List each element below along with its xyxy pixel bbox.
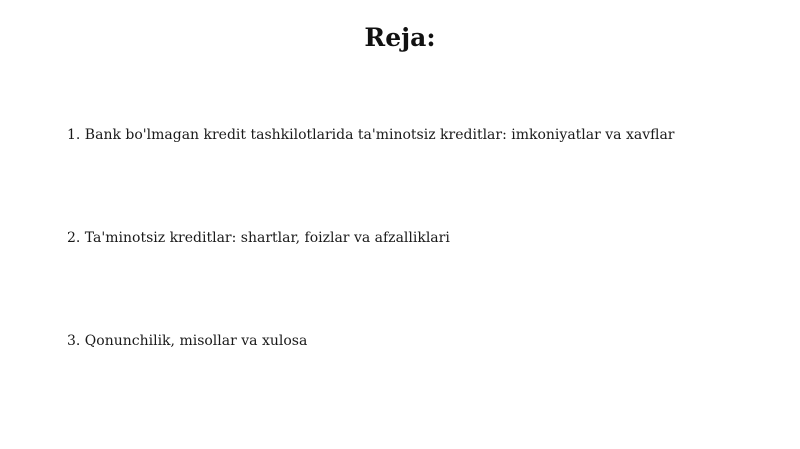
slide-title: Reja: [364, 23, 436, 52]
plan-item-1: 1. Bank bo'lmagan kredit tashkilotlarida ta'minotsiz kreditlar: imkoniyatlar va xavflar [67, 127, 675, 143]
plan-item-2: 2. Ta'minotsiz kreditlar: shartlar, foizlar va afzalliklari [67, 230, 450, 246]
plan-item-3: 3. Qonunchilik, misollar va xulosa [67, 333, 308, 349]
